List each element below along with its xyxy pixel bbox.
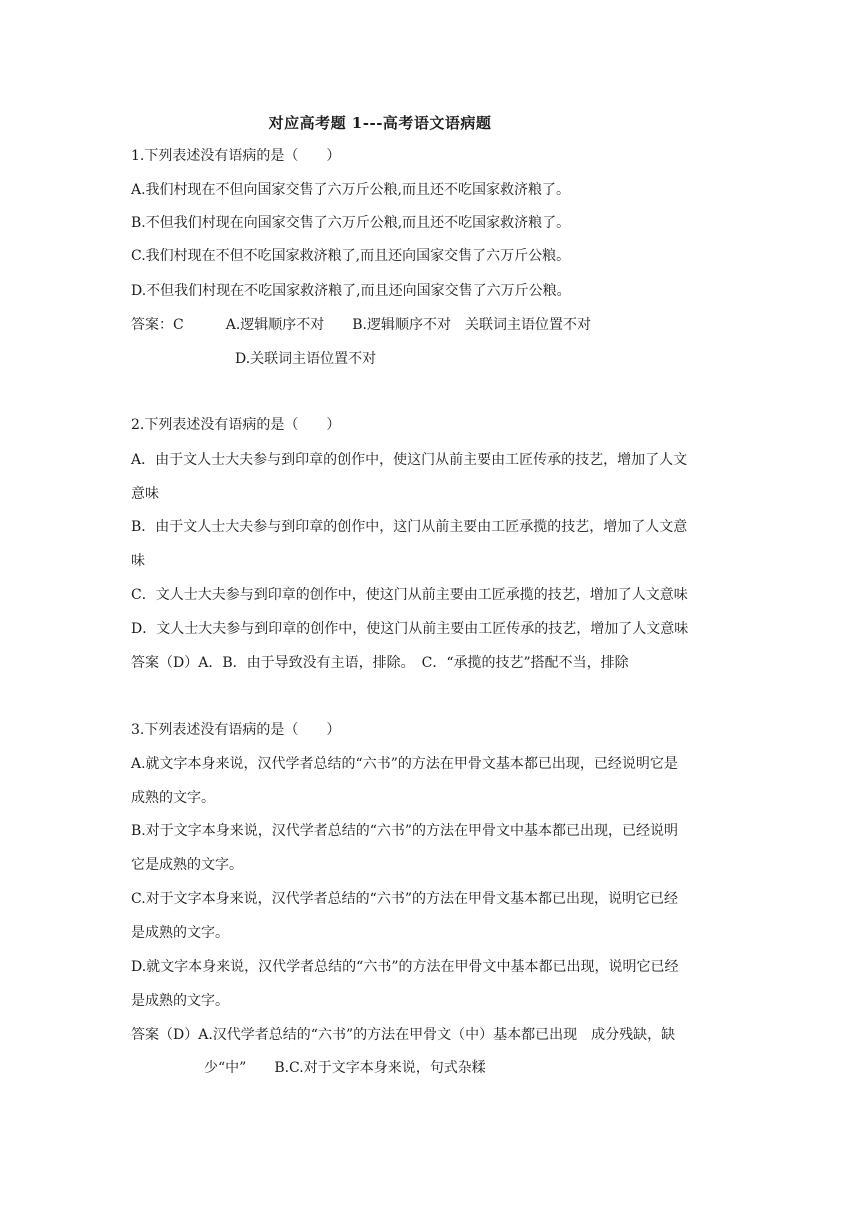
question-3-option-c: C.对于文字本身来说，汉代学者总结的“六书”的方法在甲骨文基本都已出现，说明它已经 xyxy=(131,891,678,907)
question-3-answer: 答案（D）A.汉代学者总结的“六书”的方法在甲骨文（中）基本都已出现 成分残缺，缺 xyxy=(131,1027,676,1043)
question-1-answer: 答案：C A.逻辑顺序不对 B.逻辑顺序不对 关联词主语位置不对 xyxy=(131,317,592,333)
question-3-option-d: D.就文字本身来说，汉代学者总结的“六书”的方法在甲骨文中基本都已出现，说明它已经 xyxy=(131,959,679,975)
question-1-option-d: D.不但我们村现在不吃国家救济粮了,而且还向国家交售了六万斤公粮。 xyxy=(131,283,571,299)
question-2-option-b: B．由于文人士大夫参与到印章的创作中，这门从前主要由工匠承揽的技艺，增加了人文意 xyxy=(131,519,688,535)
question-2-answer: 答案（D）A．B．由于导致没有主语，排除。 C．“承揽的技艺”搭配不当，排除 xyxy=(131,655,629,671)
question-3-option-a: A.就文字本身来说，汉代学者总结的“六书”的方法在甲骨文基本都已出现，已经说明它是 xyxy=(131,756,678,772)
question-2-option-c: C．文人士大夫参与到印章的创作中，使这门从前主要由工匠承揽的技艺，增加了人文意味 xyxy=(131,587,688,603)
question-1-option-b: B.不但我们村现在向国家交售了六万斤公粮,而且还不吃国家救济粮了。 xyxy=(131,215,571,231)
question-1-option-a: A.我们村现在不但向国家交售了六万斤公粮,而且还不吃国家救济粮了。 xyxy=(131,182,571,198)
question-2-option-d: D．文人士大夫参与到印章的创作中，使这门从前主要由工匠传承的技艺，增加了人文意味 xyxy=(131,621,689,637)
question-1-option-c: C.我们村现在不但不吃国家救济粮了,而且还向国家交售了六万斤公粮。 xyxy=(131,248,571,264)
question-1-answer-note: D.关联词主语位置不对 xyxy=(235,351,377,367)
question-3-option-a-cont: 成熟的文字。 xyxy=(131,790,215,806)
question-3-option-c-cont: 是成熟的文字。 xyxy=(131,925,229,941)
question-3-option-d-cont: 是成熟的文字。 xyxy=(131,993,229,1009)
question-2-option-b-cont: 味 xyxy=(131,553,145,569)
question-3-option-b: B.对于文字本身来说，汉代学者总结的“六书”的方法在甲骨文中基本都已出现，已经说明 xyxy=(131,823,679,839)
document-title: 对应高考题 1---高考语文语病题 xyxy=(268,114,492,132)
question-3-option-b-cont: 它是成熟的文字。 xyxy=(131,857,243,873)
question-1-stem: 1.下列表述没有语病的是（ ） xyxy=(131,148,341,164)
question-3-stem: 3.下列表述没有语病的是（ ） xyxy=(131,722,341,738)
question-2-stem: 2.下列表述没有语病的是（ ） xyxy=(131,417,341,433)
question-2-option-a-cont: 意味 xyxy=(131,486,159,502)
question-2-option-a: A．由于文人士大夫参与到印章的创作中，使这门从前主要由工匠传承的技艺，增加了人文 xyxy=(131,452,688,468)
question-3-answer-cont: 少“中” B.C.对于文字本身来说，句式杂糅 xyxy=(204,1060,486,1076)
